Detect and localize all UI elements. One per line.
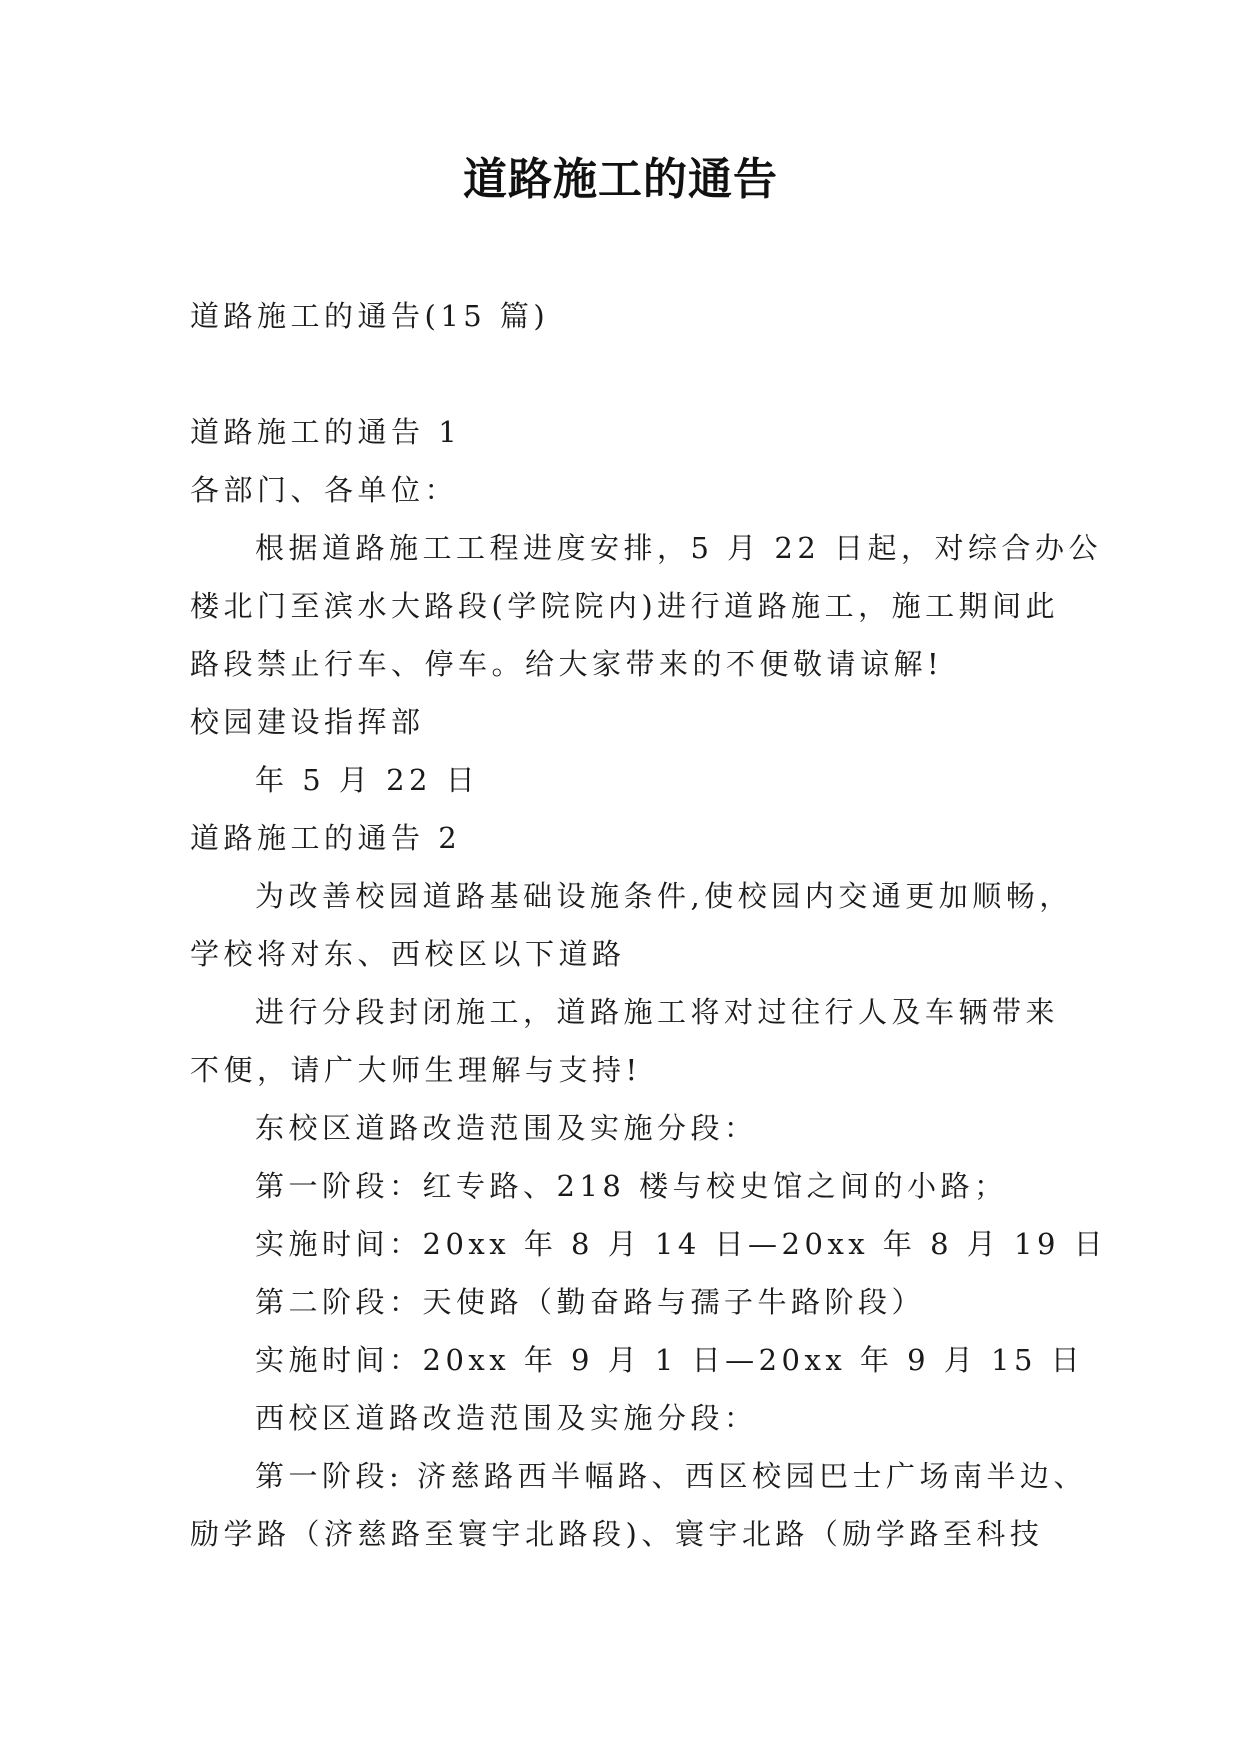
list-item: 励学路（济慈路至寰宇北路段)、寰宇北路（励学路至科技: [190, 1517, 1044, 1551]
signature-issuer: 校园建设指挥部: [190, 705, 425, 739]
paragraph-line: 楼北门至滨水大路段(学院院内)进行道路施工，施工期间此: [190, 589, 1060, 623]
list-item: 第二阶段：天使路（勤奋路与孺子牛路阶段）: [255, 1285, 926, 1319]
signature-date: 年 5 月 22 日: [255, 763, 480, 797]
list-heading: 西校区道路改造范围及实施分段：: [255, 1401, 758, 1435]
section-heading-2: 道路施工的通告 2: [190, 821, 462, 855]
paragraph-line: 为改善校园道路基础设施条件,使校园内交通更加顺畅，: [255, 879, 1073, 913]
list-heading: 东校区道路改造范围及实施分段：: [255, 1111, 758, 1145]
list-item: 第一阶段：红专路、218 楼与校史馆之间的小路；: [255, 1169, 1008, 1203]
list-item: 实施时间：20xx 年 9 月 1 日—20xx 年 9 月 15 日: [255, 1343, 1085, 1377]
paragraph-line: 不便，请广大师生理解与支持!: [190, 1053, 642, 1087]
list-item: 实施时间：20xx 年 8 月 14 日—20xx 年 8 月 19 日: [255, 1227, 1108, 1261]
paragraph-line: 路段禁止行车、停车。给大家带来的不便敬请谅解!: [190, 647, 944, 681]
document-title: 道路施工的通告: [463, 154, 778, 205]
paragraph-line: 根据道路施工工程进度安排，5 月 22 日起，对综合办公: [255, 531, 1103, 565]
paragraph-line: 学校将对东、西校区以下道路: [190, 937, 626, 971]
section-heading-1: 道路施工的通告 1: [190, 415, 462, 449]
paragraph-line: 进行分段封闭施工，道路施工将对过往行人及车辆带来: [255, 995, 1060, 1029]
list-item: 第一阶段: 济慈路西半幅路、西区校园巴士广场南半边、: [255, 1459, 1087, 1493]
document-subtitle: 道路施工的通告(15 篇): [190, 299, 550, 333]
salutation: 各部门、各单位：: [190, 473, 459, 507]
